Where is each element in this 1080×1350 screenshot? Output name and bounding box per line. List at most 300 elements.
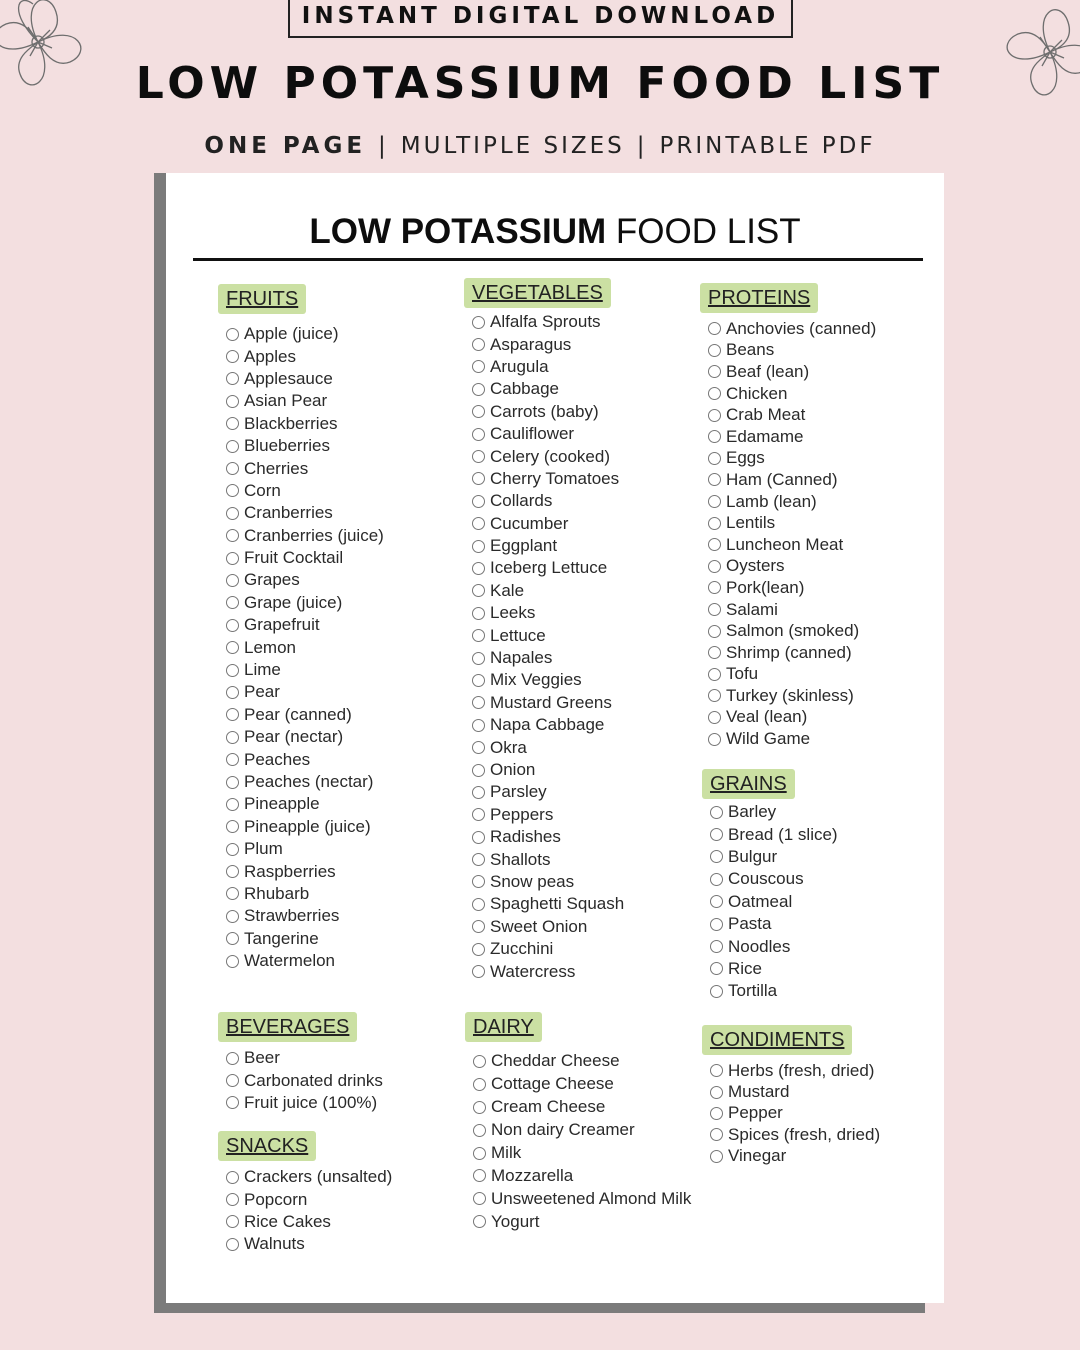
food-item-label: Noodles: [728, 936, 791, 956]
food-item[interactable]: [708, 340, 876, 362]
food-item-label: Anchovies (canned): [726, 318, 877, 338]
food-item-label: Cucumber: [490, 513, 569, 533]
checkbox-icon[interactable]: [708, 409, 721, 422]
checkbox-icon[interactable]: [710, 828, 723, 841]
checkbox-icon[interactable]: [226, 417, 239, 430]
sheet-title-rest: FOOD LIST: [606, 212, 801, 251]
food-item-label: Applesauce: [244, 368, 333, 388]
checkbox-icon[interactable]: [472, 965, 485, 978]
food-item-label: Crackers (unsalted): [244, 1167, 393, 1187]
food-item[interactable]: [226, 928, 384, 950]
checkbox-icon[interactable]: [226, 932, 239, 945]
food-item[interactable]: [226, 1233, 392, 1255]
food-item-label: Blackberries: [244, 413, 338, 433]
food-item[interactable]: [472, 871, 624, 893]
food-item[interactable]: [226, 569, 384, 591]
checkbox-icon[interactable]: [710, 940, 723, 953]
checkbox-icon[interactable]: [472, 943, 485, 956]
checkbox-icon[interactable]: [472, 450, 485, 463]
food-item[interactable]: [710, 1146, 880, 1167]
food-item-label: Oatmeal: [728, 891, 793, 911]
checkbox-icon[interactable]: [226, 910, 239, 923]
food-item[interactable]: [708, 642, 876, 664]
food-item[interactable]: [472, 468, 624, 490]
checkbox-icon[interactable]: [710, 806, 723, 819]
food-item-label: Cabbage: [490, 379, 560, 399]
checkbox-icon[interactable]: [472, 316, 485, 329]
food-item[interactable]: [226, 726, 384, 748]
category-dairy: DAIRY: [465, 1012, 542, 1042]
food-item[interactable]: [472, 960, 624, 982]
food-item[interactable]: [472, 714, 624, 736]
food-item-label: Beans: [726, 340, 775, 360]
checkbox-icon[interactable]: [472, 472, 485, 485]
proteins-list: [708, 318, 876, 750]
food-item[interactable]: [226, 547, 384, 569]
food-item[interactable]: [708, 426, 876, 448]
food-item[interactable]: [708, 318, 876, 340]
checkbox-icon[interactable]: [710, 918, 723, 931]
food-item[interactable]: [708, 448, 876, 470]
food-item[interactable]: [226, 345, 384, 367]
food-item-label: Strawberries: [244, 906, 340, 926]
food-item-label: Fruit Cocktail: [244, 548, 344, 568]
checkbox-icon[interactable]: [226, 776, 239, 789]
food-item[interactable]: [226, 457, 384, 479]
food-item-label: Peaches: [244, 749, 311, 769]
food-item[interactable]: [708, 491, 876, 513]
food-item[interactable]: [472, 848, 624, 870]
food-item-label: Napa Cabbage: [490, 715, 605, 735]
food-item[interactable]: [473, 1096, 691, 1119]
food-item[interactable]: [226, 1188, 392, 1210]
checkbox-icon[interactable]: [472, 360, 485, 373]
food-item-label: Carbonated drinks: [244, 1070, 383, 1090]
food-item[interactable]: [472, 804, 624, 826]
food-item[interactable]: [226, 502, 384, 524]
checkbox-icon[interactable]: [472, 584, 485, 597]
checkbox-icon[interactable]: [472, 540, 485, 553]
food-item[interactable]: [226, 1069, 383, 1091]
checkbox-icon[interactable]: [708, 560, 721, 573]
checkbox-icon[interactable]: [473, 1055, 486, 1068]
food-item-label: Tangerine: [244, 928, 319, 948]
food-item[interactable]: [708, 620, 876, 642]
food-item[interactable]: [226, 323, 384, 345]
food-item[interactable]: [472, 602, 624, 624]
checkbox-icon[interactable]: [473, 1124, 486, 1137]
checkbox-icon[interactable]: [708, 495, 721, 508]
food-item[interactable]: [710, 891, 838, 913]
checkbox-icon[interactable]: [226, 686, 239, 699]
food-item[interactable]: [710, 868, 838, 890]
food-item-label: Grapes: [244, 570, 300, 590]
food-item[interactable]: [226, 860, 384, 882]
checkbox-icon[interactable]: [226, 328, 239, 341]
food-item-label: Wild Game: [726, 729, 811, 749]
checkbox-icon[interactable]: [472, 607, 485, 620]
food-item-label: Non dairy Creamer: [491, 1120, 635, 1140]
dairy-list: [473, 1050, 691, 1233]
subtitle-one-page: ONE PAGE: [204, 133, 367, 159]
checkbox-icon[interactable]: [472, 920, 485, 933]
checkbox-icon[interactable]: [473, 1192, 486, 1205]
food-item-label: Onion: [490, 760, 536, 779]
checkbox-icon[interactable]: [710, 873, 723, 886]
food-item[interactable]: [708, 556, 876, 578]
food-item[interactable]: [472, 781, 624, 803]
food-item-label: Bread (1 slice): [728, 824, 838, 844]
food-item[interactable]: [226, 771, 384, 793]
category-vegetables: VEGETABLES: [464, 278, 611, 308]
food-item[interactable]: [710, 1103, 880, 1124]
food-item[interactable]: [226, 390, 384, 412]
checkbox-icon[interactable]: [226, 955, 239, 968]
checkbox-icon[interactable]: [472, 831, 485, 844]
checkbox-icon[interactable]: [226, 462, 239, 475]
subtitle-line: [0, 133, 1080, 159]
checkbox-icon[interactable]: [226, 1052, 239, 1065]
checkbox-icon[interactable]: [226, 798, 239, 811]
food-item[interactable]: [472, 333, 624, 355]
checkbox-icon[interactable]: [472, 741, 485, 754]
food-item[interactable]: [708, 577, 876, 599]
checkbox-icon[interactable]: [226, 350, 239, 363]
food-item[interactable]: [710, 1060, 880, 1081]
checkbox-icon[interactable]: [472, 338, 485, 351]
checkbox-icon[interactable]: [226, 552, 239, 565]
checkbox-icon[interactable]: [708, 538, 721, 551]
food-item[interactable]: [472, 916, 624, 938]
subtitle-separator: |: [378, 133, 389, 159]
food-item[interactable]: [472, 669, 624, 691]
checkbox-icon[interactable]: [226, 865, 239, 878]
food-item[interactable]: [226, 905, 384, 927]
food-item[interactable]: [226, 681, 384, 703]
food-item-label: Cheddar Cheese: [491, 1051, 620, 1071]
food-item-label: Luncheon Meat: [726, 534, 844, 554]
checkbox-icon[interactable]: [710, 1128, 723, 1141]
food-item[interactable]: [708, 599, 876, 621]
food-item[interactable]: [473, 1050, 691, 1073]
food-item[interactable]: [708, 728, 876, 750]
food-item-label: Pear (canned): [244, 704, 352, 724]
checkbox-icon[interactable]: [226, 440, 239, 453]
hero-title: LOW POTASSIUM FOOD LIST: [135, 58, 945, 109]
checkbox-icon[interactable]: [472, 652, 485, 665]
food-item-label: Okra: [490, 737, 527, 757]
checkbox-icon[interactable]: [708, 711, 721, 724]
checkbox-icon[interactable]: [710, 895, 723, 908]
checkbox-icon[interactable]: [472, 786, 485, 799]
food-item-label: Cranberries: [244, 503, 333, 523]
checkbox-icon[interactable]: [226, 529, 239, 542]
food-item[interactable]: [710, 913, 838, 935]
food-item[interactable]: [226, 435, 384, 457]
food-item[interactable]: [708, 404, 876, 426]
checkbox-icon[interactable]: [473, 1147, 486, 1160]
food-item-label: Vinegar: [728, 1146, 787, 1166]
food-item-label: Walnuts: [244, 1234, 305, 1254]
checkbox-icon[interactable]: [226, 641, 239, 654]
checkbox-icon[interactable]: [226, 596, 239, 609]
food-item-label: Salami: [726, 599, 778, 619]
food-item-label: Milk: [491, 1143, 522, 1162]
food-item[interactable]: [710, 846, 838, 868]
category-fruits: FRUITS: [218, 284, 306, 314]
food-item[interactable]: [472, 692, 624, 714]
checkbox-icon[interactable]: [226, 1193, 239, 1206]
food-item[interactable]: [226, 413, 384, 435]
checkbox-icon[interactable]: [226, 395, 239, 408]
food-item[interactable]: [473, 1164, 691, 1187]
food-item[interactable]: [226, 748, 384, 770]
checkbox-icon[interactable]: [226, 731, 239, 744]
food-item[interactable]: [472, 938, 624, 960]
food-item[interactable]: [226, 793, 384, 815]
checkbox-icon[interactable]: [226, 843, 239, 856]
checkbox-icon[interactable]: [472, 495, 485, 508]
food-item-label: Rice: [728, 958, 763, 978]
food-item[interactable]: [472, 826, 624, 848]
food-item[interactable]: [710, 823, 838, 845]
food-item[interactable]: [708, 534, 876, 556]
food-item[interactable]: [472, 759, 624, 781]
food-item[interactable]: [708, 361, 876, 383]
food-item[interactable]: [710, 1124, 880, 1145]
food-item[interactable]: [226, 816, 384, 838]
checkbox-icon[interactable]: [472, 674, 485, 687]
food-item[interactable]: [473, 1210, 691, 1233]
food-item-label: Asian Pear: [244, 391, 328, 411]
checkbox-icon[interactable]: [708, 625, 721, 638]
food-item[interactable]: [226, 883, 384, 905]
sheet-title: [166, 212, 944, 252]
food-item[interactable]: [226, 368, 384, 390]
checkbox-icon[interactable]: [226, 708, 239, 721]
checkbox-icon[interactable]: [708, 344, 721, 357]
checkbox-icon[interactable]: [710, 1150, 723, 1163]
checkbox-icon[interactable]: [472, 853, 485, 866]
food-item[interactable]: [472, 423, 624, 445]
food-item-label: Celery (cooked): [490, 446, 610, 466]
food-item-label: Unsweetened Almond Milk: [491, 1188, 692, 1208]
food-item[interactable]: [472, 624, 624, 646]
checkbox-icon[interactable]: [472, 875, 485, 888]
food-item-label: Pineapple: [244, 794, 320, 814]
checkbox-icon[interactable]: [472, 898, 485, 911]
food-item-label: Grape (juice): [244, 592, 343, 612]
checkbox-icon[interactable]: [226, 1074, 239, 1087]
checkbox-icon[interactable]: [472, 562, 485, 575]
checkbox-icon[interactable]: [226, 1171, 239, 1184]
food-item-label: Collards: [490, 491, 553, 511]
checkbox-icon[interactable]: [226, 753, 239, 766]
grains-list: [710, 801, 838, 1003]
food-item[interactable]: [710, 1081, 880, 1102]
category-snacks: SNACKS: [218, 1131, 316, 1161]
food-item[interactable]: [226, 525, 384, 547]
checkbox-icon[interactable]: [226, 1096, 239, 1109]
checkbox-icon[interactable]: [226, 619, 239, 632]
category-beverages: BEVERAGES: [218, 1012, 357, 1042]
food-item-label: Shallots: [490, 849, 551, 869]
food-item[interactable]: [708, 512, 876, 534]
food-item-label: Raspberries: [244, 861, 336, 881]
food-item-label: Parsley: [490, 782, 547, 802]
food-item[interactable]: [473, 1187, 691, 1210]
food-item-label: Beer: [244, 1048, 280, 1068]
checkbox-icon[interactable]: [472, 405, 485, 418]
checkbox-icon[interactable]: [708, 473, 721, 486]
checkbox-icon[interactable]: [226, 664, 239, 677]
checkbox-icon[interactable]: [708, 603, 721, 616]
food-item[interactable]: [473, 1142, 691, 1165]
food-item-label: Shrimp (canned): [726, 642, 852, 662]
food-item[interactable]: [472, 736, 624, 758]
food-item[interactable]: [472, 311, 624, 333]
food-item[interactable]: [226, 636, 384, 658]
checkbox-icon[interactable]: [708, 387, 721, 400]
checkbox-icon[interactable]: [226, 1238, 239, 1251]
food-item[interactable]: [226, 1211, 392, 1233]
food-item-label: Peaches (nectar): [244, 772, 374, 791]
checkbox-icon[interactable]: [710, 850, 723, 863]
checkbox-icon[interactable]: [226, 484, 239, 497]
food-item[interactable]: [472, 445, 624, 467]
food-item[interactable]: [473, 1119, 691, 1142]
checkbox-icon[interactable]: [708, 646, 721, 659]
checkbox-icon[interactable]: [226, 887, 239, 900]
checkbox-icon[interactable]: [473, 1078, 486, 1091]
food-item-label: Pear: [244, 682, 280, 702]
checkbox-icon[interactable]: [708, 322, 721, 335]
food-item[interactable]: [472, 401, 624, 423]
food-item[interactable]: [472, 893, 624, 915]
food-item[interactable]: [473, 1073, 691, 1096]
food-item[interactable]: [710, 980, 838, 1002]
food-item-label: Napales: [490, 648, 553, 668]
food-item-label: Eggplant: [490, 536, 558, 556]
food-item[interactable]: [226, 1166, 392, 1188]
food-item[interactable]: [708, 664, 876, 686]
checkbox-icon[interactable]: [708, 452, 721, 465]
checkbox-icon[interactable]: [710, 1107, 723, 1120]
checkbox-icon[interactable]: [226, 574, 239, 587]
category-condiments: CONDIMENTS: [702, 1025, 852, 1055]
checkbox-icon[interactable]: [226, 507, 239, 520]
subtitle-pdf: PRINTABLE PDF: [659, 133, 876, 159]
food-item-label: Pepper: [728, 1103, 783, 1123]
checkbox-icon[interactable]: [710, 962, 723, 975]
sheet-title-bold: LOW POTASSIUM: [309, 212, 607, 251]
food-item[interactable]: [226, 480, 384, 502]
food-item-label: Pasta: [728, 914, 772, 934]
checkbox-icon[interactable]: [708, 365, 721, 378]
subtitle-separator: |: [636, 133, 648, 159]
food-item-label: Oysters: [726, 556, 785, 576]
checkbox-icon[interactable]: [708, 733, 721, 746]
food-item[interactable]: [226, 704, 384, 726]
food-item-label: Mix Veggies: [490, 670, 582, 690]
checkbox-icon[interactable]: [226, 372, 239, 385]
food-item-label: Watermelon: [244, 951, 336, 971]
food-item-label: Alfalfa Sprouts: [490, 312, 601, 332]
fruits-list: [226, 323, 384, 972]
checkbox-icon[interactable]: [472, 383, 485, 396]
food-item[interactable]: [226, 950, 384, 972]
food-item-label: Beaf (lean): [726, 361, 810, 381]
checkbox-icon[interactable]: [473, 1169, 486, 1182]
food-item[interactable]: [472, 647, 624, 669]
food-item[interactable]: [226, 1047, 383, 1069]
food-item-label: Turkey (skinless): [726, 685, 854, 705]
food-item[interactable]: [472, 535, 624, 557]
food-item[interactable]: [226, 659, 384, 681]
food-item-label: Zucchini: [490, 939, 554, 959]
food-item[interactable]: [708, 685, 876, 707]
food-item[interactable]: [472, 378, 624, 400]
food-item[interactable]: [226, 1092, 383, 1114]
food-item[interactable]: [226, 614, 384, 636]
checkbox-icon[interactable]: [473, 1215, 486, 1228]
food-item[interactable]: [226, 592, 384, 614]
checkbox-icon[interactable]: [472, 764, 485, 777]
food-item[interactable]: [710, 935, 838, 957]
checkbox-icon[interactable]: [708, 668, 721, 681]
food-item[interactable]: [708, 469, 876, 491]
checkbox-icon[interactable]: [226, 1215, 239, 1228]
food-item[interactable]: [472, 557, 624, 579]
checkbox-icon[interactable]: [226, 820, 239, 833]
food-item-label: Edamame: [726, 426, 804, 446]
checkbox-icon[interactable]: [472, 808, 485, 821]
checkbox-icon[interactable]: [708, 517, 721, 530]
food-item[interactable]: [472, 490, 624, 512]
checkbox-icon[interactable]: [472, 517, 485, 530]
food-item-label: Arugula: [490, 356, 549, 376]
food-item-label: Mozzarella: [491, 1165, 574, 1185]
food-item[interactable]: [472, 513, 624, 535]
food-item-label: Pork(lean): [726, 577, 805, 597]
checkbox-icon[interactable]: [472, 428, 485, 441]
food-item[interactable]: [472, 356, 624, 378]
checkbox-icon[interactable]: [472, 696, 485, 709]
food-item-label: Salmon (smoked): [726, 621, 860, 641]
checkbox-icon[interactable]: [708, 581, 721, 594]
checkbox-icon[interactable]: [710, 1064, 723, 1077]
food-item[interactable]: [226, 838, 384, 860]
food-item[interactable]: [708, 383, 876, 405]
food-item[interactable]: [710, 801, 838, 823]
checkbox-icon[interactable]: [708, 689, 721, 702]
food-item-label: Veal (lean): [726, 707, 808, 727]
checkbox-icon[interactable]: [472, 719, 485, 732]
checkbox-icon[interactable]: [710, 1086, 723, 1099]
food-item[interactable]: [710, 958, 838, 980]
food-item[interactable]: [472, 580, 624, 602]
checkbox-icon[interactable]: [708, 430, 721, 443]
category-proteins: PROTEINS: [700, 283, 818, 313]
food-item-label: Pineapple (juice): [244, 816, 371, 836]
checkbox-icon[interactable]: [472, 629, 485, 642]
snacks-list: [226, 1166, 392, 1256]
food-item[interactable]: [708, 707, 876, 729]
title-divider: [193, 258, 923, 261]
checkbox-icon[interactable]: [710, 985, 723, 998]
food-item-label: Snow peas: [490, 871, 575, 891]
checkbox-icon[interactable]: [473, 1101, 486, 1114]
